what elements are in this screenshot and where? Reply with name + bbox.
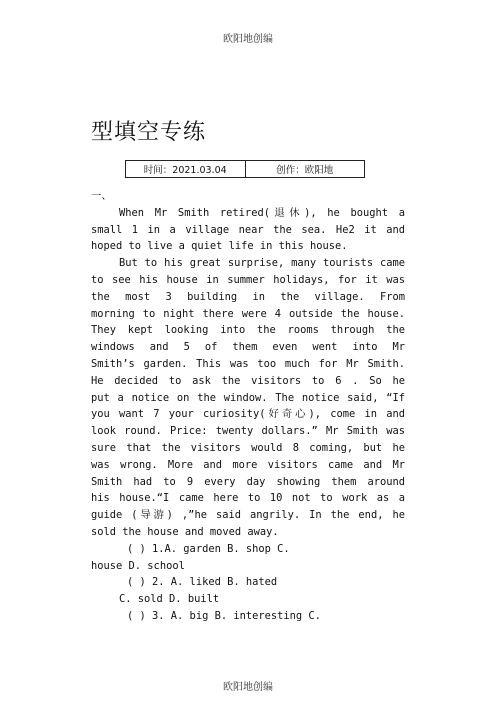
page-title: 型填空专练: [91, 120, 207, 145]
passage-line: They kept looking into the rooms through the: [91, 324, 405, 337]
passage: [91, 188, 405, 625]
passage-line: was wrong. More and more visitors came and Mr: [91, 458, 405, 471]
passage-line: Smith had to 9 every day showing them around: [91, 475, 405, 488]
passage-line: guide (导游) ,”he said angrily. In the end, he: [91, 509, 405, 522]
passage-line: windows and 5 of them even went into Mr: [91, 341, 405, 354]
passage-line: his house.“I came here to 10 not to work as a: [91, 492, 405, 505]
passage-line: But to his great surprise, many tourists came: [119, 257, 405, 270]
passage-line: sure that the visitors would 8 coming, but he: [91, 441, 405, 454]
passage-line: hoped to live a quiet life in this house.: [91, 240, 348, 253]
passage-line: He decided to ask the visitors to 6 . So he: [91, 374, 405, 387]
passage-line: look round. Price: twenty dollars.” Mr Smith was: [91, 425, 405, 438]
passage-line: the most 3 building in the village. From: [91, 290, 405, 303]
option-line: ( ) 3. A. big B. interesting C.: [127, 609, 321, 622]
option-line: C. sold D. built: [119, 593, 220, 606]
passage-line: When Mr Smith retired(退休), he bought a: [119, 206, 405, 219]
passage-line: small 1 in a village near the sea. He2 it and: [91, 223, 405, 236]
page-footer: 欧阳地创编: [223, 682, 273, 693]
passage-line: Smith’s garden. This was too much for Mr Smith.: [91, 357, 405, 370]
option-line: house D. school: [91, 559, 185, 572]
meta-table: [125, 160, 365, 178]
meta-time: 时间：2021.03.04: [143, 165, 227, 176]
passage-line: morning to night there were 4 outside the house.: [91, 307, 405, 320]
page-header: 欧阳地创编: [223, 34, 273, 45]
passage-line: to see his house in summer holidays, for it was: [91, 273, 405, 286]
section-label: 一、: [91, 190, 112, 202]
passage-line: put a notice on the window. The notice said, “If: [91, 391, 405, 404]
option-line: ( ) 2. A. liked B. hated: [127, 576, 278, 589]
meta-author: 创作：欧阳地: [245, 161, 365, 177]
passage-line: sold the house and moved away.: [91, 525, 279, 538]
passage-line: you want 7 your curiosity(好奇心), come in and: [91, 408, 405, 421]
option-line: ( ) 1.A. garden B. shop C.: [127, 542, 290, 555]
